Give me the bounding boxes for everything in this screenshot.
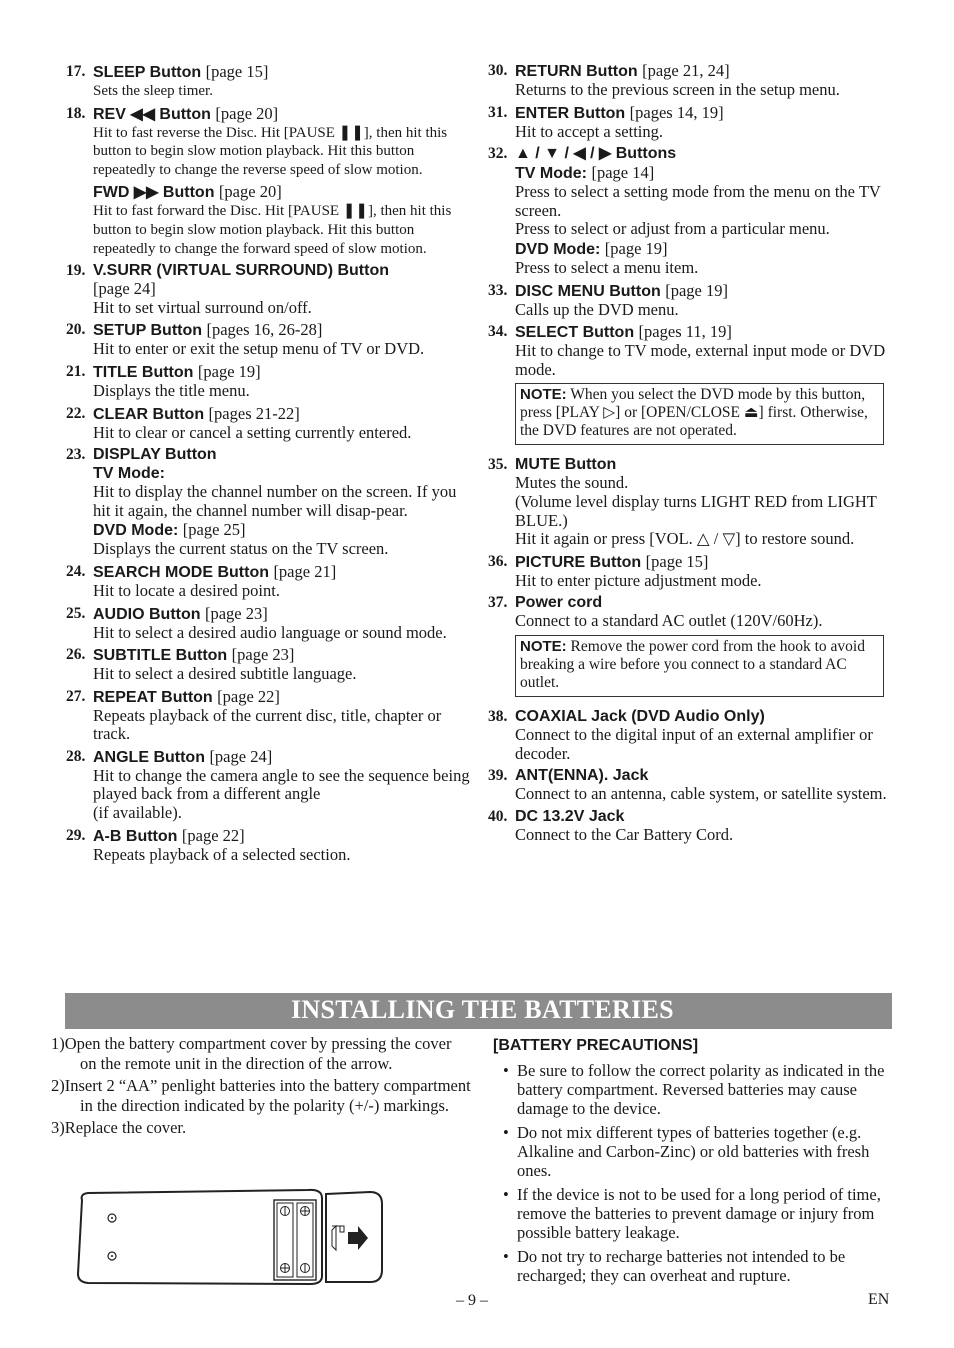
item-number: 30. bbox=[488, 62, 508, 79]
item-number: 20. bbox=[66, 321, 86, 339]
page-reference: [page 24] bbox=[209, 746, 273, 766]
list-item bbox=[488, 766, 898, 804]
list-item bbox=[488, 807, 898, 845]
page-reference: [pages 16, 26-28] bbox=[206, 320, 323, 340]
item-title: ANT(ENNA). Jack bbox=[515, 767, 649, 785]
item-description: Repeats playback of the current disc, title, chapter or track. bbox=[93, 705, 442, 744]
item-description: Hit to accept a setting. bbox=[515, 121, 663, 141]
item-title: CLEAR Button bbox=[93, 405, 205, 423]
precaution-text: If the device is not to be used for a long period of time, remove the batteries to prevent damage or injury from possible battery leakage. bbox=[517, 1185, 881, 1242]
page-reference: [page 20] bbox=[218, 182, 282, 202]
list-item bbox=[66, 182, 474, 258]
page-reference: [page 21, 24] bbox=[642, 61, 730, 80]
list-item bbox=[488, 593, 898, 697]
item-description: Calls up the DVD menu. bbox=[515, 299, 679, 319]
item-heading bbox=[515, 766, 898, 785]
list-item bbox=[66, 320, 474, 359]
list-item bbox=[66, 261, 474, 317]
item-number: 37. bbox=[488, 594, 508, 612]
page-reference: [page 23] bbox=[204, 603, 268, 623]
page-reference: [pages 11, 19] bbox=[638, 322, 732, 342]
item-number: 22. bbox=[66, 404, 86, 422]
precaution-item bbox=[493, 1185, 893, 1242]
note-text: When you select the DVD mode by this button, press [PLAY ▷] or [OPEN/CLOSE ⏏] first. Otherwise, the DVD features are not operated. bbox=[520, 386, 868, 440]
list-item bbox=[488, 61, 898, 100]
list-item bbox=[66, 687, 474, 744]
item-number: 29. bbox=[66, 826, 86, 844]
page-reference: [page 19] bbox=[665, 280, 728, 300]
note-box bbox=[515, 383, 884, 445]
item-title: SELECT Button bbox=[515, 324, 635, 342]
list-item bbox=[488, 144, 898, 277]
item-number: 32. bbox=[488, 145, 508, 163]
page-reference: [page 19] bbox=[604, 238, 668, 258]
item-number: 34. bbox=[488, 323, 508, 341]
page-reference: [page 25] bbox=[182, 520, 246, 540]
item-heading bbox=[515, 593, 898, 612]
remote-battery-illustration bbox=[70, 1186, 390, 1286]
item-number: 23. bbox=[66, 446, 86, 464]
mode-label bbox=[93, 520, 474, 540]
item-title: MUTE Button bbox=[515, 456, 617, 474]
item-heading bbox=[515, 281, 898, 301]
step-item: 3)Replace the cover. bbox=[51, 1118, 187, 1137]
section-header bbox=[65, 993, 892, 1029]
mode-label-text: TV Mode: bbox=[93, 465, 165, 483]
item-title: SUBTITLE Button bbox=[93, 647, 228, 665]
list-item bbox=[488, 552, 898, 591]
item-heading bbox=[515, 144, 898, 163]
battery-precautions bbox=[493, 1037, 893, 1290]
item-description: Press to select a menu item. bbox=[515, 257, 699, 277]
item-heading bbox=[515, 103, 898, 123]
list-item bbox=[66, 62, 474, 101]
item-description: Mutes the sound. (Volume level display turns LIGHT RED from LIGHT BLUE.) Hit it again or press [VOL. △ / ▽] to restore sound. bbox=[515, 473, 877, 549]
item-description: Hit to fast forward the Disc. Hit [PAUSE ❚❚], then hit this button to begin slow motion playback. Hit this button repeatedly to change the forward speed of slow motion. bbox=[93, 203, 452, 257]
item-heading bbox=[93, 320, 474, 340]
remote-control-diagram bbox=[70, 1186, 390, 1286]
item-heading bbox=[93, 62, 474, 82]
page-reference: [page 20] bbox=[215, 103, 279, 123]
precaution-item bbox=[493, 1247, 893, 1285]
precautions-title: [BATTERY PRECAUTIONS] bbox=[493, 1037, 699, 1054]
item-number: 26. bbox=[66, 646, 86, 664]
item-title: DISC MENU Button bbox=[515, 282, 661, 300]
list-item bbox=[66, 562, 474, 601]
item-title: SEARCH MODE Button bbox=[93, 563, 269, 581]
item-description: Connect to an antenna, cable system, or satellite system. bbox=[515, 784, 887, 804]
item-heading bbox=[93, 404, 474, 424]
item-heading bbox=[93, 182, 474, 202]
bullet-icon: • bbox=[503, 1247, 509, 1266]
page-reference: [page 21] bbox=[273, 561, 337, 581]
item-title: RETURN Button bbox=[515, 63, 638, 80]
item-heading bbox=[93, 687, 474, 707]
mode-label bbox=[515, 239, 898, 259]
item-heading bbox=[93, 604, 474, 624]
item-description: [page 24] Hit to set virtual surround on/off. bbox=[93, 279, 312, 317]
item-title: Power cord bbox=[515, 594, 603, 612]
item-number: 21. bbox=[66, 362, 86, 380]
item-description: Press to select a setting mode from the menu on the TV screen. Press to select or adjust from a particular menu. bbox=[515, 182, 881, 239]
list-item bbox=[66, 404, 474, 443]
item-heading bbox=[515, 61, 898, 81]
item-heading bbox=[93, 104, 474, 124]
page-reference: [page 15] bbox=[205, 62, 269, 81]
list-item bbox=[66, 604, 474, 643]
list-item bbox=[488, 322, 898, 445]
note-label: NOTE: bbox=[520, 386, 567, 404]
note-text: Remove the power cord from the hook to avoid breaking a wire before you connect to a standard AC outlet. bbox=[520, 637, 865, 691]
right-column bbox=[488, 61, 898, 847]
step-item: 1)Open the battery compartment cover by pressing the cover on the remote unit in the direction of the arrow. bbox=[51, 1034, 452, 1073]
note-label: NOTE: bbox=[520, 637, 567, 655]
item-title: SLEEP Button bbox=[93, 64, 202, 81]
list-item bbox=[488, 103, 898, 142]
item-description: Hit to clear or cancel a setting currently entered. bbox=[93, 422, 412, 442]
item-heading bbox=[515, 455, 898, 474]
item-description: Sets the sleep timer. bbox=[93, 83, 213, 99]
mode-label bbox=[515, 163, 898, 183]
item-number: 19. bbox=[66, 262, 86, 280]
item-title: TITLE Button bbox=[93, 363, 194, 381]
item-number: 31. bbox=[488, 103, 508, 121]
list-item bbox=[66, 445, 474, 559]
item-title: A-B Button bbox=[93, 827, 178, 845]
item-number: 18. bbox=[66, 104, 86, 122]
item-number: 25. bbox=[66, 604, 86, 622]
list-item bbox=[66, 362, 474, 401]
list-item bbox=[66, 747, 474, 823]
bullet-icon: • bbox=[503, 1123, 509, 1142]
bullet-icon: • bbox=[503, 1061, 509, 1080]
item-title: FWD ▶▶ Button bbox=[93, 184, 215, 202]
precaution-item bbox=[493, 1061, 893, 1118]
item-heading bbox=[93, 826, 474, 846]
precaution-item bbox=[493, 1123, 893, 1180]
item-description: Hit to display the channel number on the screen. If you hit it again, the channel number will disap-pear. bbox=[93, 482, 457, 520]
mode-label bbox=[93, 464, 474, 483]
precaution-text: Do not try to recharge batteries not intended to be recharged; they can overheat and rupture. bbox=[517, 1247, 846, 1285]
item-description: Hit to fast reverse the Disc. Hit [PAUSE ❚❚], then hit this button to begin slow motion playback. Hit this button repeatedly to change the reverse speed of slow motion. bbox=[93, 124, 448, 178]
item-number: 40. bbox=[488, 807, 508, 825]
item-title: ENTER Button bbox=[515, 104, 626, 122]
item-description: Returns to the previous screen in the setup menu. bbox=[515, 80, 840, 99]
item-description: Connect to the Car Battery Cord. bbox=[515, 824, 734, 844]
item-description: Hit to change to TV mode, external input mode or DVD mode. bbox=[515, 341, 886, 379]
list-item bbox=[488, 455, 898, 548]
list-item bbox=[66, 645, 474, 684]
page-reference: [pages 21-22] bbox=[208, 403, 300, 423]
item-number: 38. bbox=[488, 707, 508, 725]
note-box bbox=[515, 635, 884, 697]
item-description: Connect to a standard AC outlet (120V/60Hz). bbox=[515, 611, 823, 631]
item-heading bbox=[93, 562, 474, 582]
item-title: ANGLE Button bbox=[93, 748, 205, 766]
item-title: PICTURE Button bbox=[515, 553, 642, 571]
item-heading bbox=[93, 362, 474, 382]
item-title: SETUP Button bbox=[93, 322, 203, 340]
precaution-text: Be sure to follow the correct polarity as indicated in the battery compartment. Reversed batteries may cause damage to the device. bbox=[517, 1061, 885, 1118]
item-description: Hit to locate a desired point. bbox=[93, 580, 280, 600]
item-description: Repeats playback of a selected section. bbox=[93, 844, 351, 864]
item-title: DC 13.2V Jack bbox=[515, 807, 625, 825]
list-item bbox=[66, 826, 474, 865]
item-number: 28. bbox=[66, 747, 86, 765]
item-heading bbox=[515, 552, 898, 572]
item-description: Hit to select a desired audio language or sound mode. bbox=[93, 622, 447, 642]
list-item bbox=[488, 281, 898, 320]
list-item bbox=[488, 707, 898, 763]
page-number: – 9 – bbox=[456, 1292, 488, 1309]
bullet-icon: • bbox=[503, 1185, 509, 1204]
item-number: 27. bbox=[66, 687, 86, 705]
page-reference: [page 14] bbox=[591, 163, 655, 183]
item-number: 39. bbox=[488, 767, 508, 785]
item-description: Hit to enter or exit the setup menu of TV or DVD. bbox=[93, 339, 425, 359]
item-heading bbox=[93, 261, 474, 280]
item-description: Displays the current status on the TV screen. bbox=[93, 539, 389, 559]
mode-label-text: TV Mode: bbox=[515, 165, 587, 183]
item-title: COAXIAL Jack (DVD Audio Only) bbox=[515, 707, 765, 725]
language-code: EN bbox=[868, 1291, 890, 1308]
page-reference: [pages 14, 19] bbox=[629, 102, 724, 122]
item-description: Hit to enter picture adjustment mode. bbox=[515, 570, 762, 590]
section-title: INSTALLING THE BATTERIES bbox=[291, 995, 674, 1024]
item-description: Displays the title menu. bbox=[93, 380, 250, 400]
item-number: 24. bbox=[66, 562, 86, 580]
item-title: AUDIO Button bbox=[93, 605, 201, 623]
battery-steps bbox=[51, 1034, 471, 1141]
item-number: 36. bbox=[488, 552, 508, 570]
page-reference: [page 22] bbox=[181, 825, 245, 845]
list-item bbox=[66, 104, 474, 180]
item-heading bbox=[515, 707, 898, 726]
item-title: ▲ / ▼ / ◀ / ▶ Buttons bbox=[515, 145, 677, 163]
item-heading bbox=[515, 807, 898, 826]
item-heading bbox=[93, 645, 474, 665]
page-reference: [page 22] bbox=[217, 686, 280, 706]
item-title: V.SURR (VIRTUAL SURROUND) Button bbox=[93, 262, 389, 280]
item-description: Connect to the digital input of an external amplifier or decoder. bbox=[515, 724, 873, 763]
page-reference: [page 23] bbox=[231, 645, 295, 665]
item-heading bbox=[93, 445, 474, 464]
item-title: DISPLAY Button bbox=[93, 446, 217, 464]
mode-label-text: DVD Mode: bbox=[93, 522, 179, 540]
item-number: 17. bbox=[66, 63, 86, 80]
item-number: 35. bbox=[488, 456, 508, 474]
item-description: Hit to select a desired subtitle language. bbox=[93, 664, 357, 684]
page-reference: [page 19] bbox=[197, 361, 261, 381]
item-heading bbox=[93, 747, 474, 767]
item-title: REPEAT Button bbox=[93, 688, 213, 706]
precaution-text: Do not mix different types of batteries together (e.g. Alkaline and Carbon-Zinc) or old batteries with fresh ones. bbox=[517, 1123, 870, 1180]
item-number: 33. bbox=[488, 281, 508, 299]
item-title: REV ◀◀ Button bbox=[93, 105, 211, 123]
mode-label-text: DVD Mode: bbox=[515, 240, 601, 258]
left-column bbox=[66, 62, 474, 867]
page-reference: [page 15] bbox=[645, 551, 709, 571]
item-heading bbox=[515, 322, 898, 342]
item-description: Hit to change the camera angle to see the sequence being played back from a different angle (if available). bbox=[93, 765, 470, 823]
step-item: 2)Insert 2 “AA” penlight batteries into the battery compartment in the direction indicated by the polarity (+/-) markings. bbox=[51, 1076, 471, 1115]
